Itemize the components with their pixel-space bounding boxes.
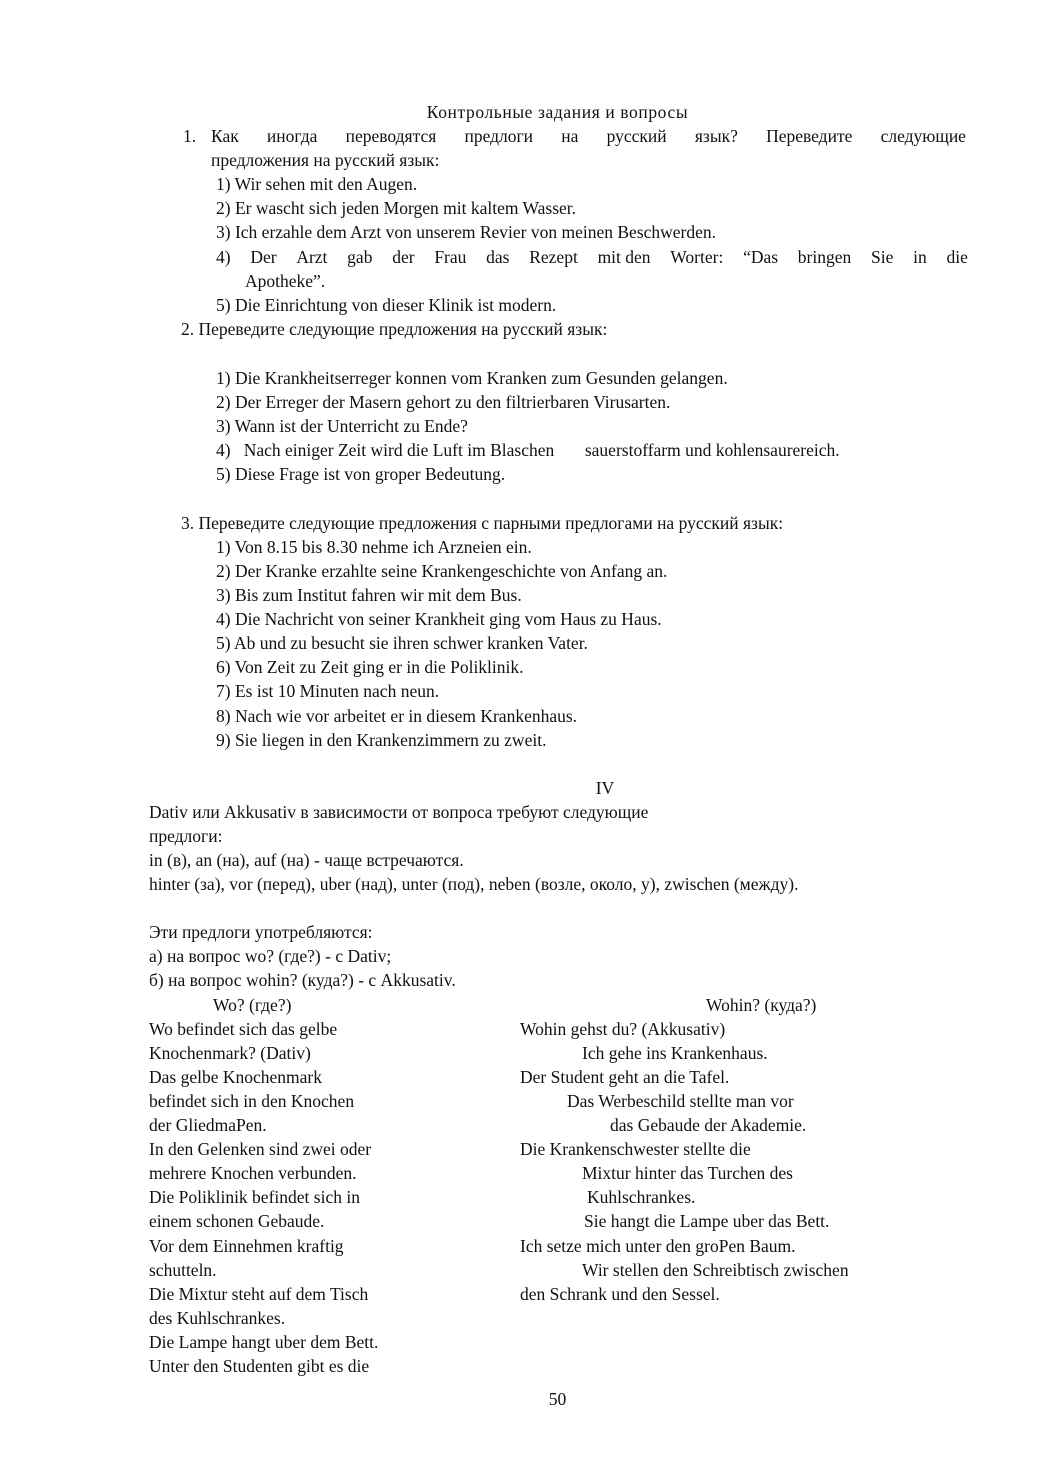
right-example-line: Ich gehe ins Krankenhaus. (582, 1043, 768, 1063)
task3-item: 6) Von Zeit zu Zeit ging er in die Poliklinik. (216, 657, 524, 677)
task2-heading: 2. Переведите следующие предложения на русский язык: (181, 319, 608, 339)
left-example-line: befindet sich in den Knochen (149, 1091, 355, 1111)
right-example-line: Kuhlschrankes. (587, 1187, 696, 1207)
left-example-line: Wo befindet sich das gelbe (149, 1019, 338, 1039)
right-example-line: Mixtur hinter das Turchen des (582, 1163, 793, 1183)
task1-item: 3) Ich erzahle dem Arzt von unserem Revier von meinen Beschwerden. (216, 222, 717, 242)
word: следующие (880, 126, 966, 146)
left-example-line: Unter den Studenten gibt es die (149, 1356, 370, 1376)
task3-heading: 3. Переведите следующие предложения с парными предлогами на русский язык: (181, 513, 784, 533)
page-title: Контрольные задания и вопросы (426, 102, 689, 122)
task2-item: 1) Die Krankheitserreger konnen vom Kranken zum Gesunden gelangen. (216, 368, 728, 388)
left-example-line: In den Gelenken sind zwei oder (149, 1139, 372, 1159)
right-column-header: Wohin? (куда?) (706, 995, 817, 1015)
task2-item: 2) Der Erreger der Masern gehort zu den filtrierbaren Virusarten. (216, 392, 671, 412)
right-example-line: Die Krankenschwester stellte die (520, 1139, 751, 1159)
word: “Das (743, 247, 779, 267)
right-example-line: Sie hangt die Lampe uber das Bett. (584, 1211, 830, 1231)
word: Worter: (670, 247, 724, 267)
word: der (392, 247, 415, 267)
word: Rezept (529, 247, 578, 267)
word: bringen (797, 247, 852, 267)
task1-item: 2) Er wascht sich jeden Morgen mit kaltem Wasser. (216, 198, 577, 218)
task1-item: 5) Die Einrichtung von dieser Klinik ist modern. (216, 295, 557, 315)
word: Frau (434, 247, 467, 267)
task1-item-4 (216, 245, 968, 269)
task1-question-continued: предложения на русский язык: (211, 150, 440, 170)
left-example-line: Knochenmark? (Dativ) (149, 1043, 311, 1063)
right-example-line: den Schrank und den Sessel. (520, 1284, 720, 1304)
word: русский (606, 126, 667, 146)
task2-item: 5) Diese Frage ist von groper Bedeutung. (216, 464, 506, 484)
left-example-line: einem schonen Gebaude. (149, 1211, 325, 1231)
left-example-line: schutteln. (149, 1260, 217, 1280)
word: das (486, 247, 510, 267)
word: Sie (871, 247, 894, 267)
task3-item: 9) Sie liegen in den Krankenzimmern zu zweit. (216, 730, 547, 750)
usage-line: Эти предлоги употребляются: (149, 922, 373, 942)
page-number: 50 (548, 1389, 567, 1409)
section-intro-line: in (в), an (на), auf (на) - чаще встречаются. (149, 850, 464, 870)
word: на (561, 126, 579, 146)
right-example-line: Der Student geht an die Tafel. (520, 1067, 730, 1087)
task3-item: 5) Ab und zu besucht sie ihren schwer kranken Vater. (216, 633, 588, 653)
word: Der (250, 247, 277, 267)
task3-item: 7) Es ist 10 Minuten nach neun. (216, 681, 440, 701)
word: 4) (216, 247, 231, 267)
task1-number: 1. (183, 126, 197, 146)
left-example-line: Die Lampe hangt uber dem Bett. (149, 1332, 379, 1352)
task1-question (211, 124, 966, 148)
task1-item: 1) Wir sehen mit den Augen. (216, 174, 418, 194)
word: Arzt (296, 247, 328, 267)
left-example-line: der GliedmaPen. (149, 1115, 267, 1135)
task1-item-4-continued: Apotheke”. (245, 271, 326, 291)
word: иногда (266, 126, 318, 146)
section-intro-line: hinter (за), vor (перед), uber (над), unter (под), neben (возле, около, у), zwischen (между). (149, 874, 799, 894)
section-intro-line: Dativ или Akkusativ в зависимости от вопроса требуют следующие (149, 802, 649, 822)
task3-item: 2) Der Kranke erzahlte seine Krankengeschichte von Anfang an. (216, 561, 668, 581)
right-example-line: Wohin gehst du? (Akkusativ) (520, 1019, 726, 1039)
right-example-line: Das Werbeschild stellte man vor (567, 1091, 794, 1111)
right-example-line: das Gebaude der Akademie. (610, 1115, 807, 1135)
usage-line: а) на вопрос wo? (где?) - с Dativ; (149, 946, 392, 966)
task3-item: 3) Bis zum Institut fahren wir mit dem Bus. (216, 585, 522, 605)
word: gab (347, 247, 373, 267)
left-example-line: mehrere Knochen verbunden. (149, 1163, 357, 1183)
task3-item: 8) Nach wie vor arbeitet er in diesem Krankenhaus. (216, 706, 578, 726)
word: die (946, 247, 968, 267)
task2-item: 3) Wann ist der Unterricht zu Ende? (216, 416, 468, 436)
word: Переведите (766, 126, 853, 146)
word: предлоги (464, 126, 534, 146)
left-example-line: des Kuhlschrankes. (149, 1308, 286, 1328)
left-example-line: Das gelbe Knochenmark (149, 1067, 322, 1087)
section-numeral: IV (595, 778, 615, 798)
left-example-line: Vor dem Einnehmen kraftig (149, 1236, 344, 1256)
word: mit den (597, 247, 651, 267)
right-example-line: Wir stellen den Schreibtisch zwischen (582, 1260, 849, 1280)
task3-item: 4) Die Nachricht von seiner Krankheit ging vom Haus zu Haus. (216, 609, 662, 629)
word: Как (211, 126, 239, 146)
word: переводятся (345, 126, 437, 146)
left-example-line: Die Mixtur steht auf dem Tisch (149, 1284, 369, 1304)
left-example-line: Die Poliklinik befindet sich in (149, 1187, 360, 1207)
word: in (913, 247, 927, 267)
section-intro-line: предлоги: (149, 826, 223, 846)
task2-item: 4) Nach einiger Zeit wird die Luft im Blaschen sauerstoffarm und kohlensaurereich. (216, 440, 840, 460)
left-column-header: Wo? (где?) (213, 995, 292, 1015)
right-example-line: Ich setze mich unter den groPen Baum. (520, 1236, 796, 1256)
word: язык? (694, 126, 738, 146)
usage-line: б) на вопрос wohin? (куда?) - с Akkusativ. (149, 970, 456, 990)
task3-item: 1) Von 8.15 bis 8.30 nehme ich Arzneien ein. (216, 537, 532, 557)
